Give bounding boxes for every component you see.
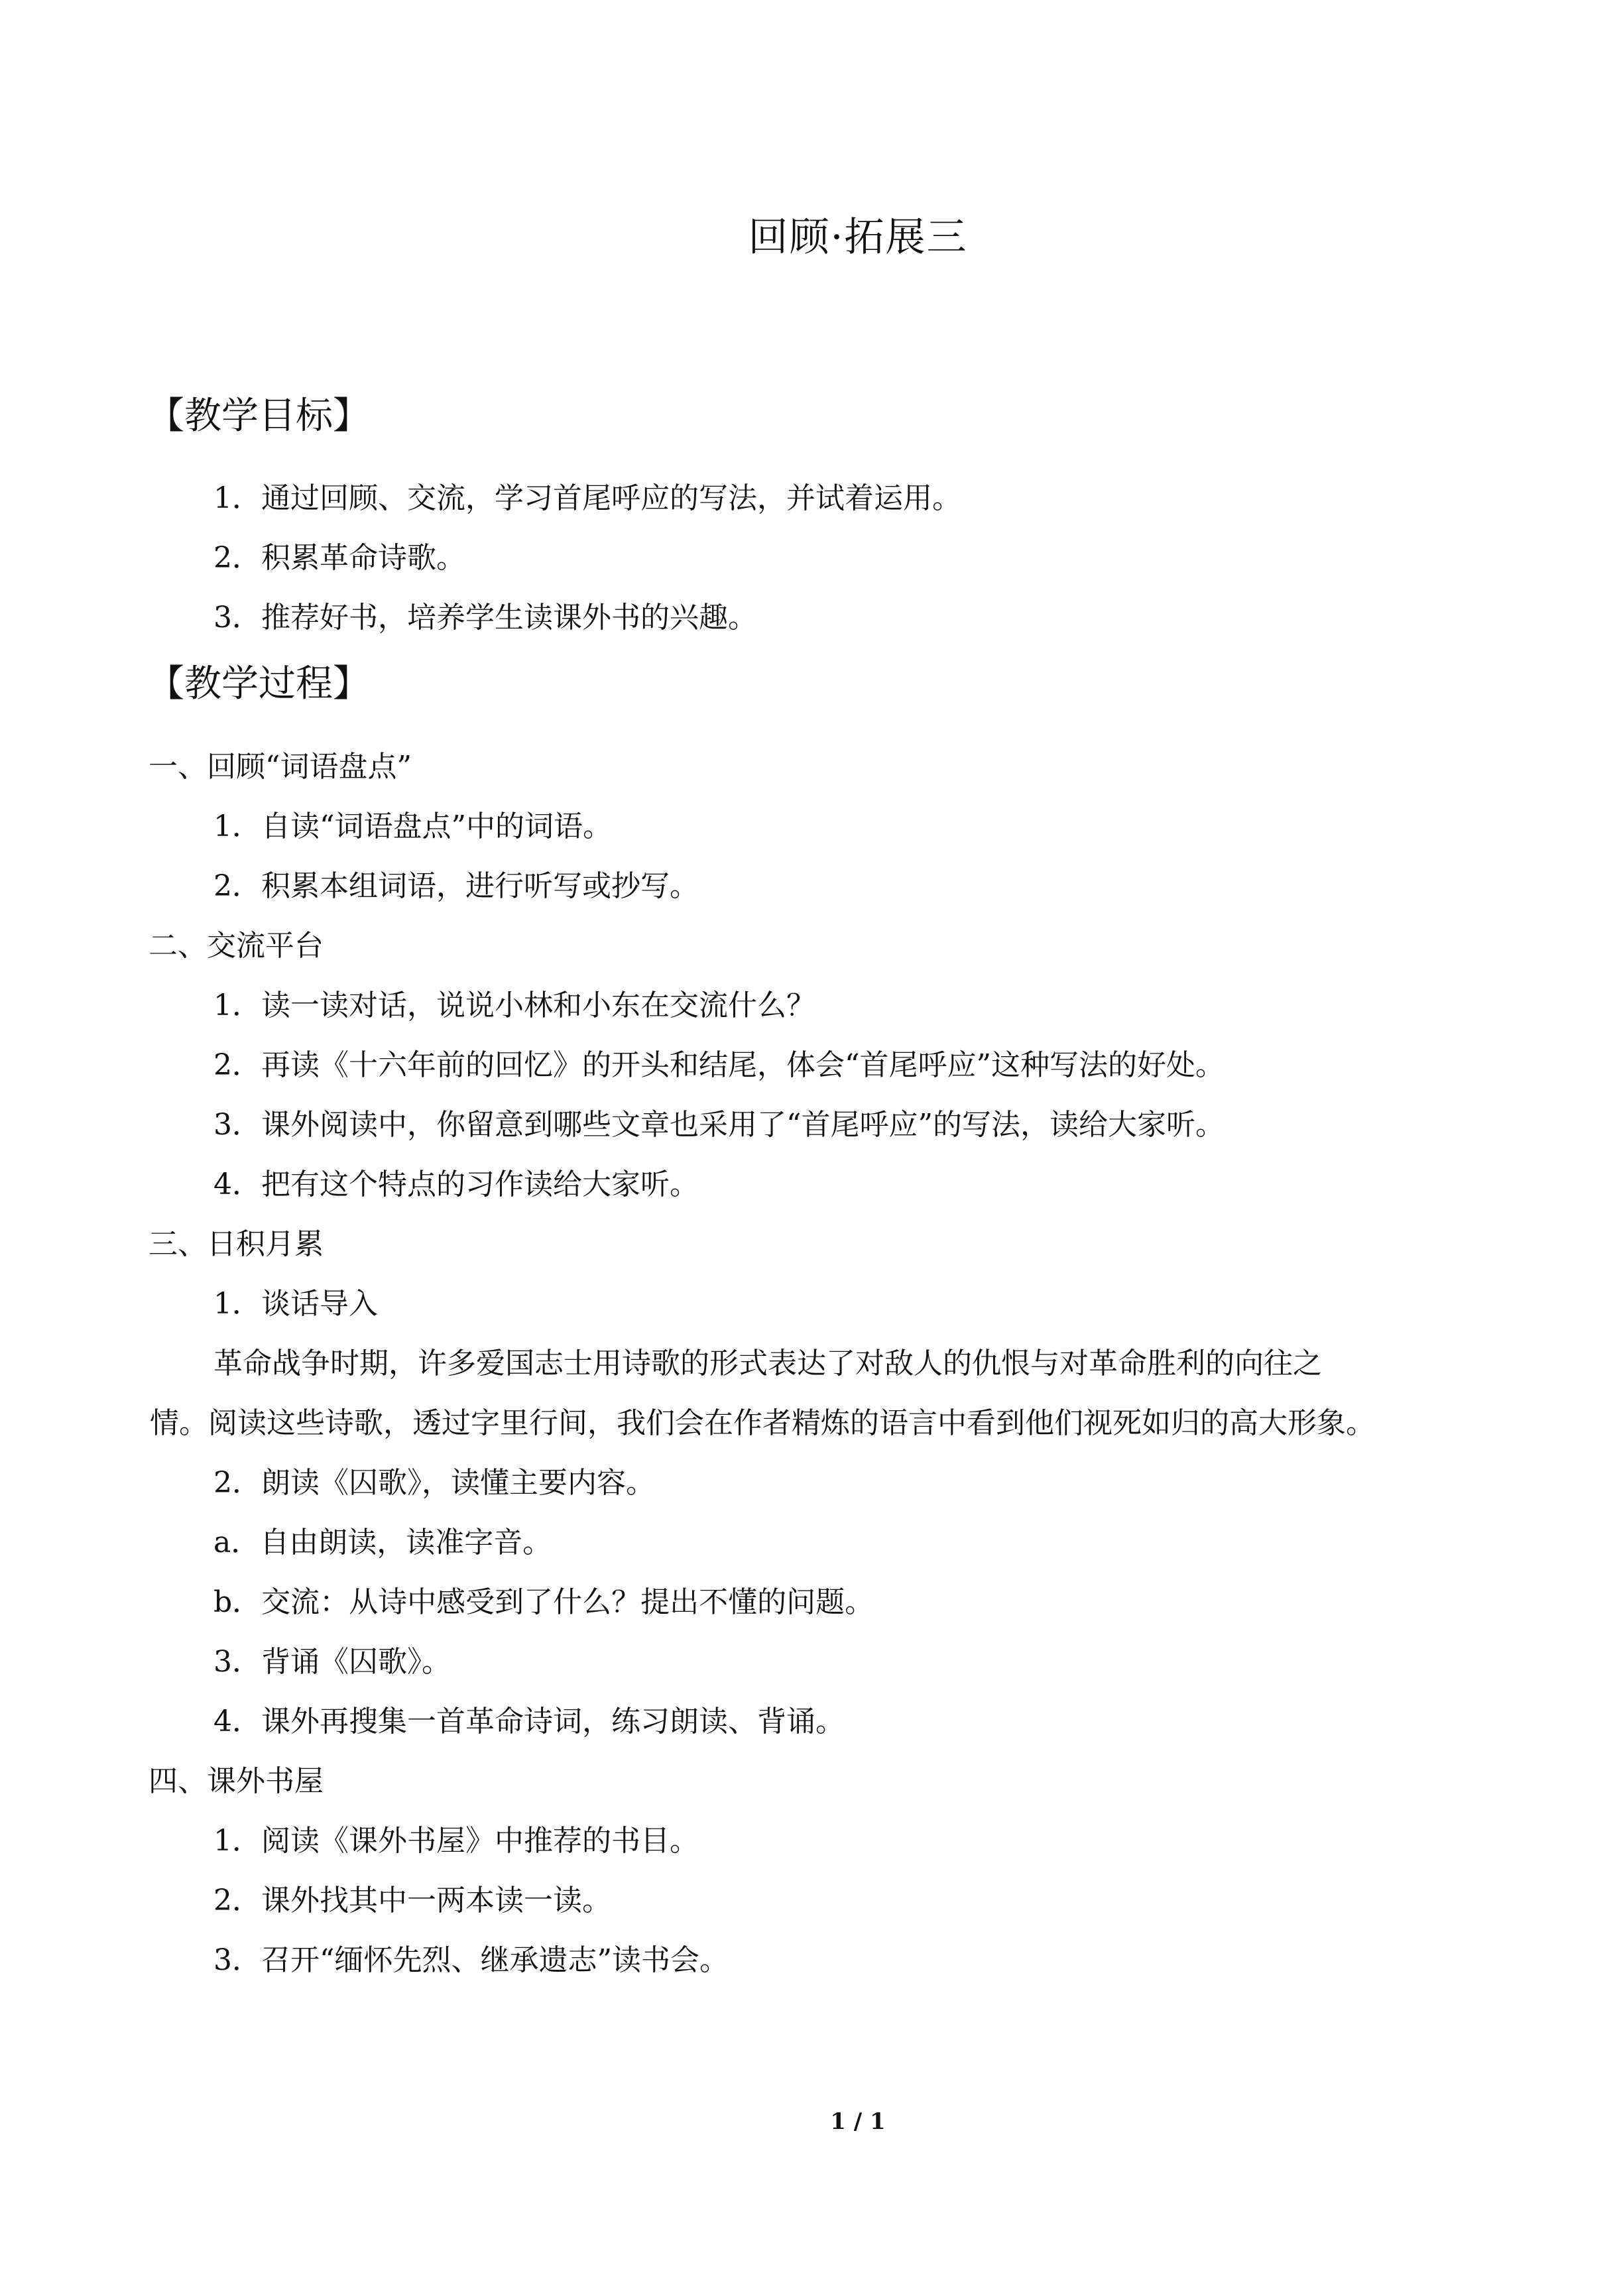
- section-item: 3．召开“缅怀先烈、继承遗志”读书会。: [213, 1943, 729, 1977]
- section-title: 一、回顾“词语盘点”: [149, 750, 412, 784]
- objective-item: 3．推荐好书，培养学生读课外书的兴趣。: [213, 601, 757, 634]
- section-item: 3．背诵《囚歌》。: [213, 1645, 451, 1679]
- section-item: 1．谈话导入: [213, 1287, 378, 1321]
- section-item: 4．课外再搜集一首革命诗词，练习朗读、背诵。: [213, 1705, 845, 1738]
- objective-item: 2．积累革命诗歌。: [213, 541, 465, 575]
- section-item: 1．自读“词语盘点”中的词语。: [213, 810, 612, 843]
- paragraph-line: 革命战争时期，许多爱国志士用诗歌的形式表达了对敌人的仇恨与对革命胜利的向往之: [213, 1347, 1322, 1380]
- section-item: 1．读一读对话，说说小林和小东在交流什么？: [213, 989, 815, 1022]
- section-item: 3．课外阅读中，你留意到哪些文章也采用了“首尾呼应”的写法，读给大家听。: [213, 1108, 1225, 1142]
- section-title: 四、课外书屋: [149, 1764, 324, 1798]
- section-item: 2．积累本组词语，进行听写或抄写。: [213, 869, 699, 903]
- process-heading: 【教学过程】: [147, 662, 370, 705]
- section-subitem: a．自由朗读，读准字音。: [213, 1526, 552, 1559]
- objective-item: 1．通过回顾、交流，学习首尾呼应的写法，并试着运用。: [213, 481, 961, 515]
- section-item: 2．课外找其中一两本读一读。: [213, 1884, 611, 1917]
- section-title: 三、日积月累: [149, 1227, 324, 1261]
- section-item: 2．再读《十六年前的回忆》的开头和结尾，体会“首尾呼应”这种写法的好处。: [213, 1048, 1225, 1082]
- objectives-heading: 【教学目标】: [147, 394, 370, 438]
- section-item: 4．把有这个特点的习作读给大家听。: [213, 1168, 699, 1201]
- section-title: 二、交流平台: [149, 929, 324, 963]
- page-title: 回顾·拓展三: [748, 214, 968, 261]
- page-number: 1 / 1: [830, 2108, 886, 2135]
- section-item: 1．阅读《课外书屋》中推荐的书目。: [213, 1824, 699, 1858]
- section-subitem: b．交流：从诗中感受到了什么？提出不懂的问题。: [213, 1585, 874, 1619]
- section-item: 2．朗读《囚歌》，读懂主要内容。: [213, 1466, 655, 1500]
- paragraph-line: 情。阅读这些诗歌，透过字里行间，我们会在作者精炼的语言中看到他们视死如归的高大形象。: [150, 1406, 1375, 1440]
